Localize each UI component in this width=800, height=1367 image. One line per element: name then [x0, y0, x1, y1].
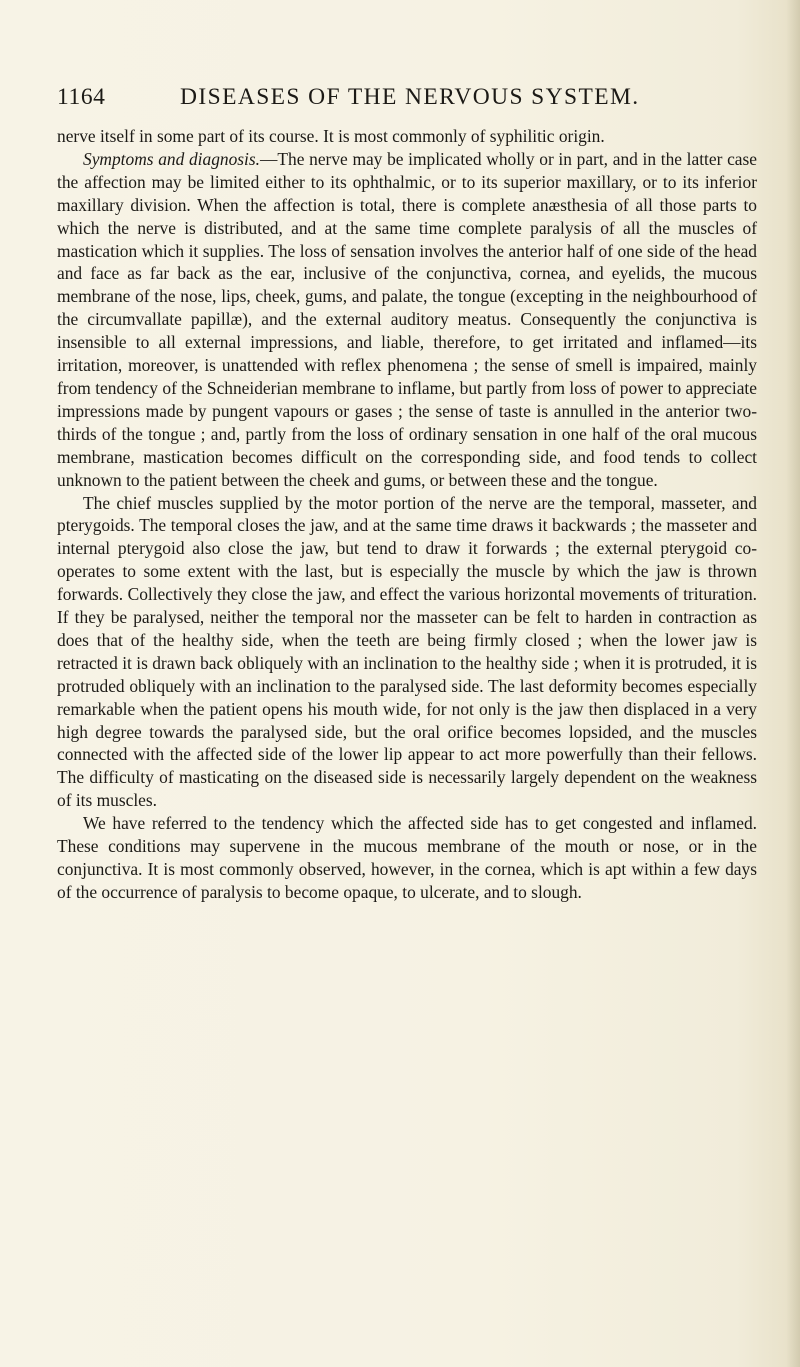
paragraph-symptoms-text: —The nerve may be implicated wholly or in part, and in the latter case the affection may be limited either to its ophthalmic, or to its superior maxillary, or to its inferior maxillary division. When the affection is total, there is complete anæsthesia of all those parts to which the nerve is distributed, and at the same time complete paralysis of all the muscles of mastication which it supplies. The loss of sensation involves the anterior half of one side of the head and face as far back as the ear, inclusive of the conjunctiva, cornea, and eyelids, the mucous membrane of the nose, lips, cheek, gums, and palate, the tongue (excepting in the neighbourhood of the circumvallate papillæ), and the external auditory meatus. Consequently the conjunctiva is insensible to all external impressions, and liable, therefore, to get irritated and inflamed—its irritation, moreover, is unattended with reflex phenomena ; the sense of smell is impaired, mainly from tendency of the Schneiderian membrane to inflame, but partly from loss of power to appreciate impressions made by pungent vapours or gases ; the sense of taste is annulled in the anterior two-thirds of the tongue ; and, partly from the loss of ordinary sensation in one half of the oral mucous membrane, mastication becomes difficult on the corresponding side, and food tends to collect unknown to the patient between the cheek and gums, or between these and the tongue.: [57, 148, 758, 490]
paragraph-symptoms: [57, 148, 757, 492]
paragraph-continuation: nerve itself in some part of its course. It is most commonly of syphilitic origin.: [57, 126, 605, 146]
running-title: DISEASES OF THE NERVOUS SYSTEM.: [180, 84, 640, 110]
section-heading-symptoms: Symptoms and diagnosis.: [83, 148, 261, 169]
paragraph-congestion: We have referred to the tendency which the affected side has to get congested and inflamed. These conditions may supervene in the mucous membrane of the mouth or nose, or in the conjunctiva. It is most commonly observed, however, in the cornea, which is apt within a few days of the occurrence of paralysis to become opaque, to ulcerate, and to slough.: [57, 813, 757, 902]
page-header: [57, 80, 757, 114]
paragraph-muscles: The chief muscles supplied by the motor portion of the nerve are the temporal, masseter, and pterygoids. The temporal closes the jaw, and at the same time draws it backwards ; the masseter and internal pterygoid also close the jaw, but tend to draw it forwards ; the external pterygoid co-operates to some extent with the last, but is especially the muscle by which the jaw is thrown forwards. Collectively they close the jaw, and effect the various horizontal movements of trituration. If they be paralysed, neither the temporal nor the masseter can be felt to harden in contraction as does that of the healthy side, when the teeth are being firmly closed ; when the lower jaw is retracted it is drawn back obliquely with an inclination to the healthy side ; when it is protruded, it is protruded obliquely with an inclination to the paralysed side. The last deformity becomes especially remarkable when the patient opens his mouth wide, for not only is the jaw then displaced in a very high degree towards the paralysed side, but the oral orifice becomes lopsided, and the muscles connected with the affected side of the lower lip appear to act more powerfully than their fellows. The difficulty of masticating on the diseased side is necessarily largely dependent on the weakness of its muscles.: [57, 492, 757, 811]
page-number: 1164: [57, 84, 106, 110]
page-edge-shadow: [786, 0, 800, 1367]
body-text: [57, 125, 757, 904]
